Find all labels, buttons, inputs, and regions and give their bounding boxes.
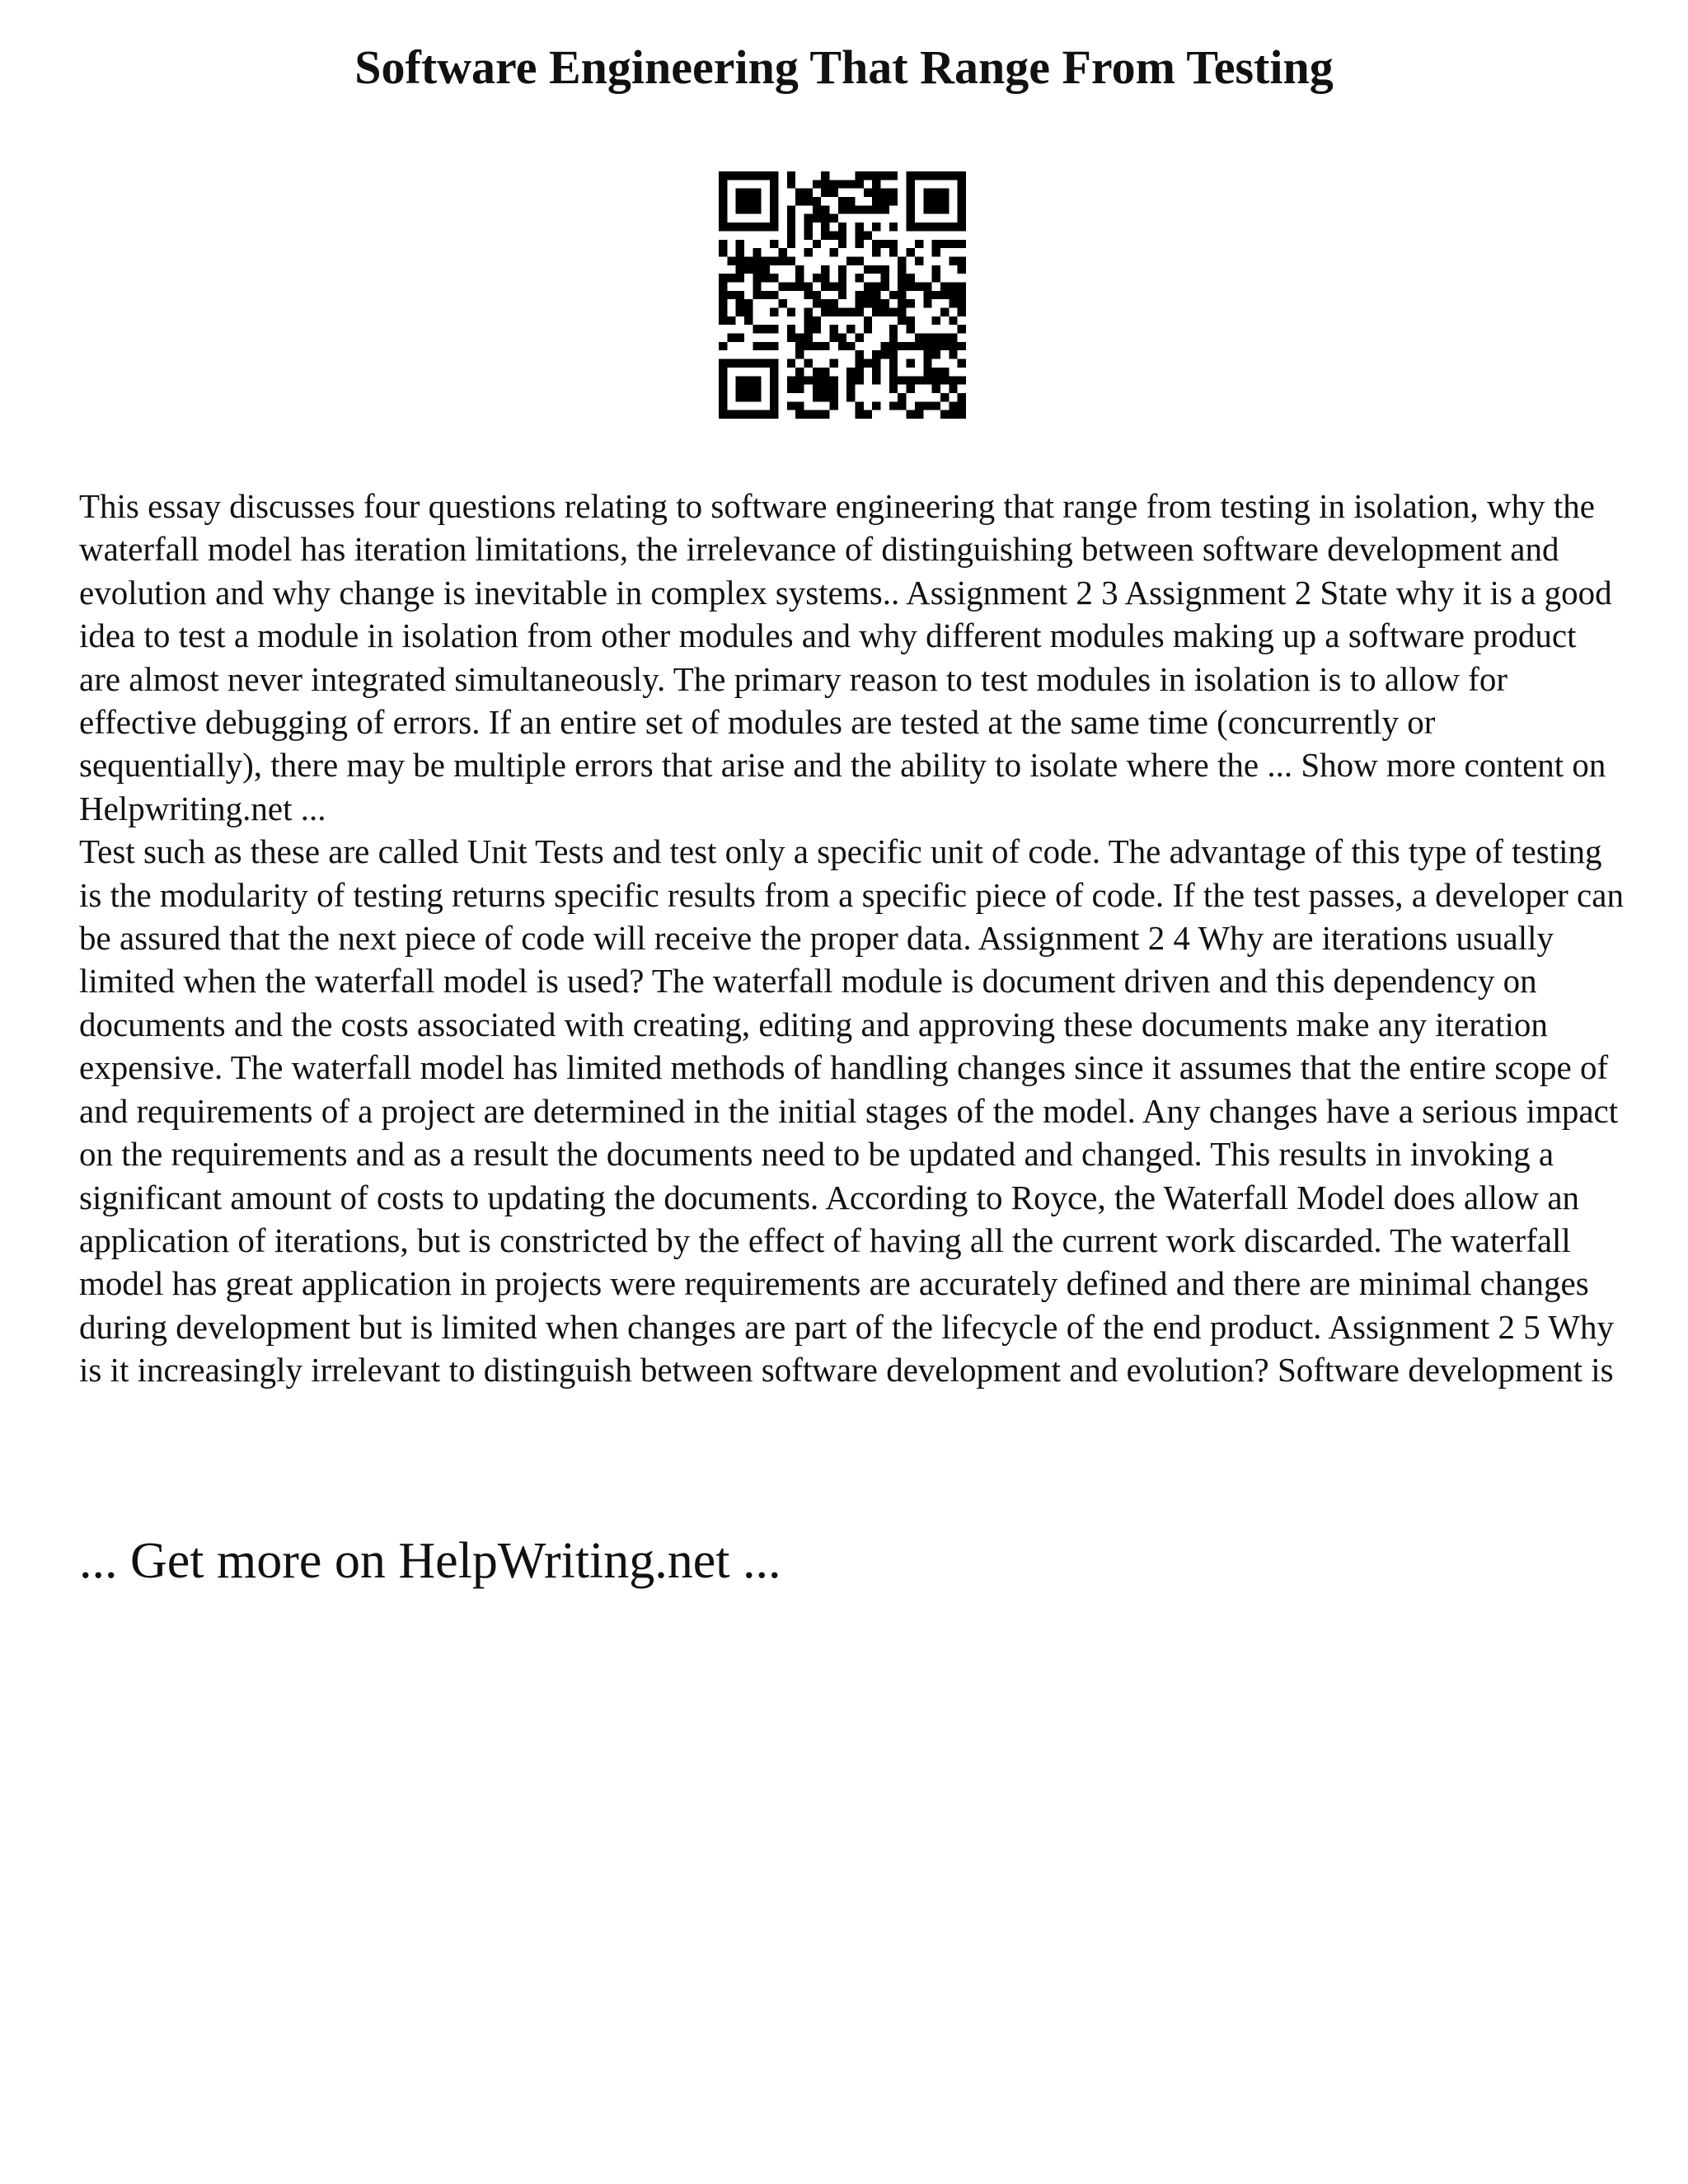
page-title: Software Engineering That Range From Testing (354, 40, 1334, 94)
essay-body (79, 485, 1625, 1392)
essay-paragraph-1: This essay discusses four questions relating to software engineering that range from testing in isolation, why the waterfall model has iteration limitations, the irrelevance of distinguishing between software development and evolution and why change is inevitable in complex systems.. Assignment 2 3 Assignment 2 State why it is a good idea to test a module in isolation from other modules and why different modules making up a software product are almost never integrated simultaneously. The primary reason to test modules in isolation is to allow for effective debugging of errors. If an entire set of modules are tested at the same time (concurrently or sequentially), there may be multiple errors that arise and the ability to isolate where the ... Show more content on Helpwriting.net ... (79, 487, 1612, 827)
qr-code-icon (719, 171, 966, 419)
essay-paragraph-2: Test such as these are called Unit Tests and test only a specific unit of code. The advantage of this type of testing is the modularity of testing returns specific results from a specific piece of code. If the test passes, a developer can be assured that the next piece of code will receive the proper data. Assignment 2 4 Why are iterations usually limited when the waterfall model is used? The waterfall module is document driven and this dependency on documents and the costs associated with creating, editing and approving these documents make any iteration expensive. The waterfall model has limited methods of handling changes since it assumes that the entire scope of and requirements of a project are determined in the initial stages of the model. Any changes have a serious impact on the requirements and as a result the documents need to be updated and changed. This results in invoking a significant amount of costs to updating the documents. According to Royce, the Waterfall Model does allow an application of iterations, but is constricted by the effect of having all the current work discarded. The waterfall model has great application in projects were requirements are accurately defined and there are minimal changes during development but is limited when changes are part of the lifecycle of the end product. Assignment 2 5 Why is it increasingly irrelevant to distinguish between software development and evolution? Software development is (79, 832, 1624, 1390)
get-more-link[interactable]: ... Get more on HelpWriting.net ... (79, 1533, 781, 1589)
